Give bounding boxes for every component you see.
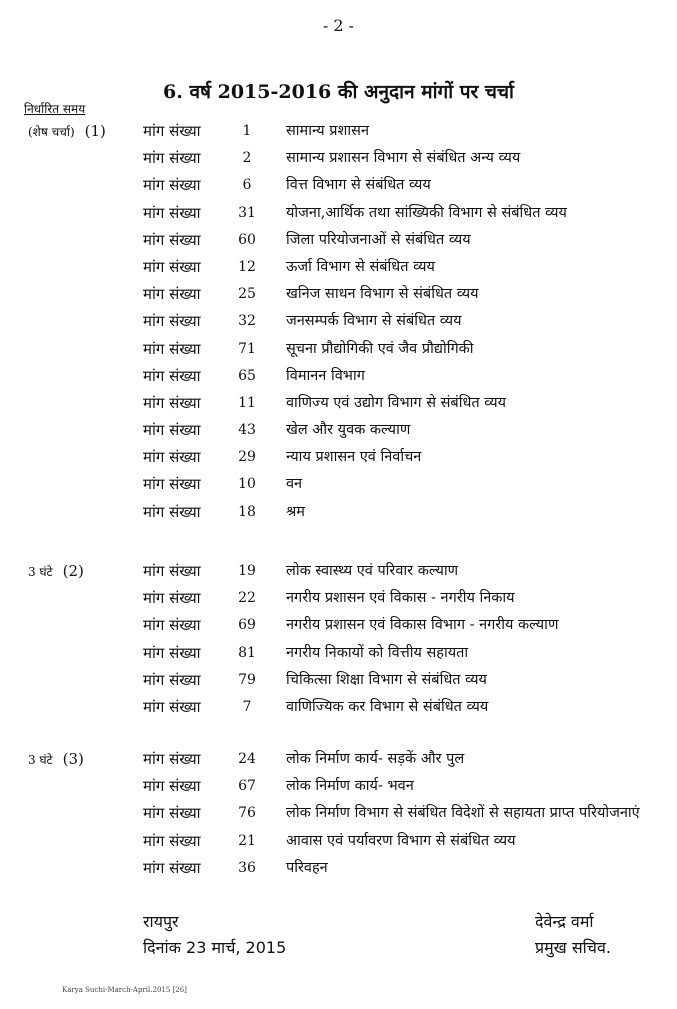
demand-row xyxy=(0,773,677,800)
demand-number: 36 xyxy=(238,859,256,876)
demand-row xyxy=(0,172,677,199)
demand-label: मांग संख्या xyxy=(143,804,201,823)
demand-label: मांग संख्या xyxy=(143,858,201,877)
demand-description: जनसम्पर्क विभाग से संबंधित व्यय xyxy=(286,313,462,330)
demand-label: मांग संख्या xyxy=(143,670,201,689)
demand-description: परिवहन xyxy=(286,859,328,876)
demand-number: 81 xyxy=(238,644,256,661)
footer-place: रायपुर xyxy=(143,912,179,931)
demand-row xyxy=(0,254,677,281)
demand-label: मांग संख्या xyxy=(143,122,201,140)
demand-group xyxy=(0,558,677,721)
allotted-time xyxy=(28,746,84,774)
allotted-time xyxy=(28,558,84,586)
demand-group xyxy=(0,118,677,526)
demand-number: 2 xyxy=(242,150,252,167)
demand-row xyxy=(0,200,677,227)
time-column-heading: निर्धारित समय xyxy=(24,102,86,116)
demand-row xyxy=(0,363,677,390)
demand-number: 19 xyxy=(238,563,256,579)
demand-number: 22 xyxy=(238,590,256,607)
demand-row xyxy=(0,640,677,667)
signatory-name: देवेन्द्र वर्मा xyxy=(535,912,594,931)
demand-row xyxy=(0,855,677,882)
demand-row xyxy=(0,667,677,694)
demand-label: मांग संख्या xyxy=(143,203,201,222)
demand-number: 6 xyxy=(242,177,252,194)
demand-description: वाणिज्य एवं उद्योग विभाग से संबंधित व्यय xyxy=(286,394,507,411)
demand-description: विमानन विभाग xyxy=(286,367,365,384)
demand-row xyxy=(0,227,677,254)
demand-label: मांग संख्या xyxy=(143,697,201,716)
demand-description: वन xyxy=(286,476,303,493)
demand-description: सामान्य प्रशासन विभाग से संबंधित अन्य व्यय xyxy=(286,150,521,167)
demand-row xyxy=(0,145,677,172)
demand-number: 7 xyxy=(242,698,252,715)
group-index: (3) xyxy=(62,750,84,768)
demand-label: मांग संख्या xyxy=(143,230,201,249)
allotted-time-text: (शेष चर्चा) xyxy=(28,125,75,139)
allotted-time xyxy=(28,118,106,146)
demand-label: मांग संख्या xyxy=(143,643,201,662)
demand-row xyxy=(0,499,677,526)
demand-row xyxy=(0,281,677,308)
demand-description: चिकित्सा शिक्षा विभाग से संबंधित व्यय xyxy=(286,671,487,688)
footer-date: दिनांक 23 मार्च, 2015 xyxy=(143,938,287,957)
demand-row xyxy=(0,828,677,855)
page-title: 6. वर्ष 2015-2016 की अनुदान मांगों पर चर्चा xyxy=(163,81,514,103)
demand-label: मांग संख्या xyxy=(143,448,201,467)
demand-row xyxy=(0,694,677,721)
demand-description: योजना,आर्थिक तथा सांख्यिकी विभाग से संबंधित व्यय xyxy=(286,204,567,221)
demand-number: 69 xyxy=(238,617,256,634)
demand-description: आवास एवं पर्यावरण विभाग से संबंधित व्यय xyxy=(286,832,516,849)
demand-row xyxy=(0,308,677,335)
demand-label: मांग संख्या xyxy=(143,616,201,635)
demand-number: 24 xyxy=(238,751,256,767)
signatory-title: प्रमुख सचिव. xyxy=(535,938,611,957)
demand-label: मांग संख्या xyxy=(143,421,201,440)
demand-description: न्याय प्रशासन एवं निर्वाचन xyxy=(286,449,422,466)
demand-description: वित्त विभाग से संबंधित व्यय xyxy=(286,177,431,194)
demand-label: मांग संख्या xyxy=(143,285,201,304)
allotted-time-text: 3 घंटे xyxy=(28,753,53,767)
demand-row xyxy=(0,444,677,471)
demand-row xyxy=(0,612,677,639)
demand-row xyxy=(0,800,677,827)
demand-description: खनिज साधन विभाग से संबंधित व्यय xyxy=(286,286,479,303)
demand-label: मांग संख्या xyxy=(143,777,201,796)
demand-row xyxy=(0,390,677,417)
demand-number: 10 xyxy=(238,476,256,493)
demand-label: मांग संख्या xyxy=(143,176,201,195)
group-index: (1) xyxy=(84,122,106,140)
demand-number: 76 xyxy=(238,805,256,822)
page-number: - 2 - xyxy=(322,16,355,35)
demand-row xyxy=(0,471,677,498)
demand-row xyxy=(0,585,677,612)
demand-number: 11 xyxy=(238,394,256,411)
demand-description: नगरीय निकायों को वित्तीय सहायता xyxy=(286,644,469,661)
demand-description: श्रम xyxy=(286,503,305,520)
demand-row xyxy=(0,417,677,444)
demand-row xyxy=(0,336,677,363)
demand-description: लोक निर्माण कार्य- भवन xyxy=(286,778,414,795)
demand-label: मांग संख्या xyxy=(143,366,201,385)
demand-label: मांग संख्या xyxy=(143,562,201,580)
demand-row xyxy=(0,558,677,585)
demand-number: 18 xyxy=(238,503,256,520)
demand-label: मांग संख्या xyxy=(143,339,201,358)
demand-label: मांग संख्या xyxy=(143,502,201,521)
demand-number: 31 xyxy=(238,204,256,221)
demand-number: 60 xyxy=(238,231,256,248)
demand-row xyxy=(0,746,677,773)
demand-label: मांग संख्या xyxy=(143,750,201,768)
demand-label: मांग संख्या xyxy=(143,149,201,168)
demand-description: लोक स्वास्थ्य एवं परिवार कल्याण xyxy=(286,563,459,579)
demand-number: 65 xyxy=(238,367,256,384)
demand-number: 71 xyxy=(238,340,256,357)
demand-description: ऊर्जा विभाग से संबंधित व्यय xyxy=(286,258,435,275)
demand-number: 21 xyxy=(238,832,256,849)
demand-label: मांग संख्या xyxy=(143,831,201,850)
demand-label: मांग संख्या xyxy=(143,589,201,608)
demand-description: सूचना प्रौद्योगिकी एवं जैव प्रौद्योगिकी xyxy=(286,340,474,357)
demand-number: 12 xyxy=(238,258,256,275)
demand-description: लोक निर्माण कार्य- सड़कें और पुल xyxy=(286,751,465,767)
demand-label: मांग संख्या xyxy=(143,257,201,276)
demand-label: मांग संख्या xyxy=(143,475,201,494)
demand-description: जिला परियोजनाओं से संबंधित व्यय xyxy=(286,231,471,248)
demand-number: 1 xyxy=(242,123,252,139)
demand-row xyxy=(0,118,677,145)
demand-description: नगरीय प्रशासन एवं विकास विभाग - नगरीय कल्याण xyxy=(286,617,559,634)
demand-description: लोक निर्माण विभाग से संबंधित विदेशों से सहायता प्राप्त परियोजनाएं xyxy=(286,805,640,822)
demand-number: 79 xyxy=(238,671,256,688)
demand-number: 25 xyxy=(238,286,256,303)
demand-number: 67 xyxy=(238,778,256,795)
demand-description: सामान्य प्रशासन xyxy=(286,123,369,139)
group-index: (2) xyxy=(62,562,84,580)
demand-description: नगरीय प्रशासन एवं विकास - नगरीय निकाय xyxy=(286,590,515,607)
demand-number: 32 xyxy=(238,313,256,330)
demand-group xyxy=(0,746,677,882)
footer-reference: Karya Suchi-March-April.2015 [26] xyxy=(62,986,187,994)
allotted-time-text: 3 घंटे xyxy=(28,565,53,579)
demand-label: मांग संख्या xyxy=(143,312,201,331)
demand-label: मांग संख्या xyxy=(143,393,201,412)
demand-number: 43 xyxy=(238,422,256,439)
demand-description: खेल और युवक कल्याण xyxy=(286,422,411,439)
demand-description: वाणिज्यिक कर विभाग से संबंधित व्यय xyxy=(286,698,489,715)
demand-number: 29 xyxy=(238,449,256,466)
